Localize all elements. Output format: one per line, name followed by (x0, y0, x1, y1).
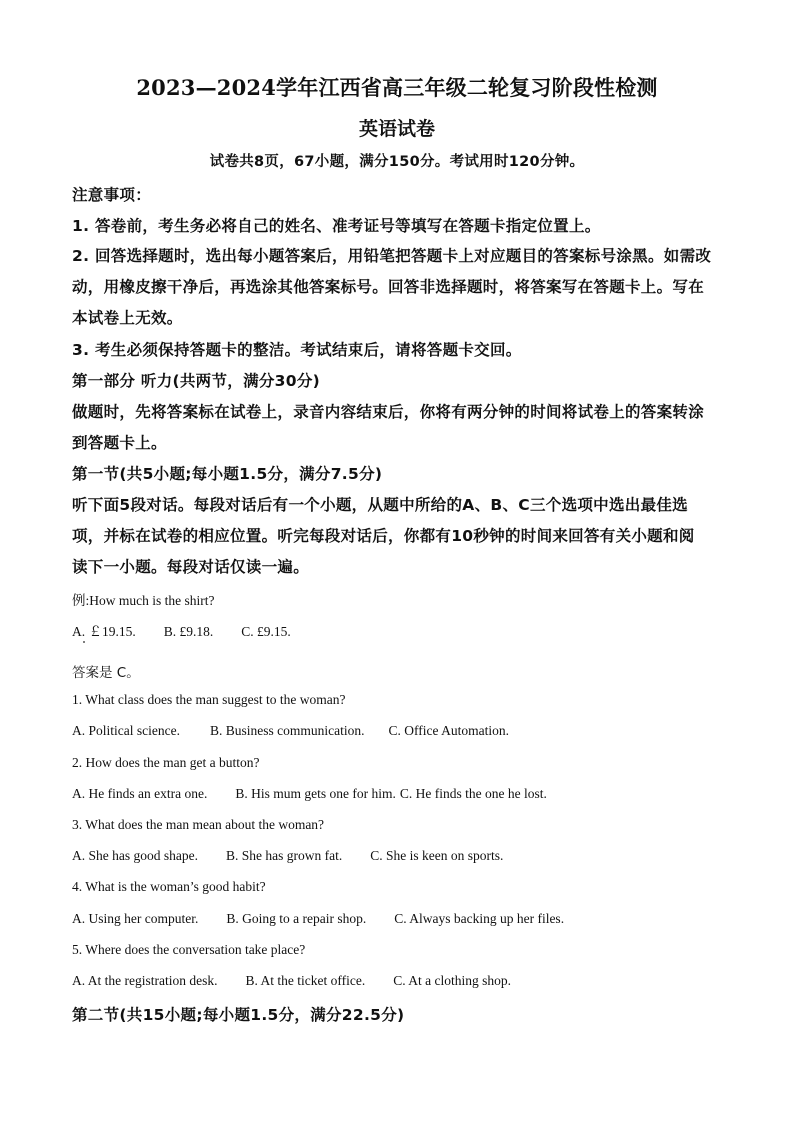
part1-intro-line-1: 做题时，先将答案标在试卷上，录音内容结束后，你将有两分钟的时间将试卷上的答案转涂 (72, 403, 705, 421)
part1-intro-line-2: 到答题卡上。 (72, 434, 167, 452)
option-a: A. At the registration desk. (72, 973, 218, 988)
example-option-c: C. £9.15. (241, 624, 291, 639)
option-c: C. He finds the one he lost. (399, 786, 547, 801)
notes-item-2-line-3: 本试卷上无效。 (72, 309, 183, 327)
part1-heading: 第一部分 听力(共两节，满分30分) (72, 372, 321, 390)
section1-instructions-line-2: 项，并标在试卷的相应位置。听完每段对话后，你都有10秒钟的时间来回答有关小题和阅 (72, 527, 695, 545)
notes-heading: 注意事项： (72, 186, 152, 204)
option-c: C. Office Automation. (388, 723, 509, 738)
question-2: 2. How does the man get a button? (72, 755, 260, 770)
question-2-options (72, 786, 722, 802)
notes-item-3: 3. 考生必须保持答题卡的整洁。考试结束后，请将答题卡交回。 (72, 341, 522, 359)
question-5: 5. Where does the conversation take place? (72, 942, 306, 957)
option-b: B. His mum gets one for him. (235, 786, 396, 801)
exam-subtitle: 英语试卷 (358, 118, 435, 140)
question-5-options (72, 973, 722, 989)
option-b: B. Going to a repair shop. (226, 911, 367, 926)
question-1: 1. What class does the man suggest to the woman? (72, 692, 346, 707)
section1-instructions-line-1: 听下面5段对话。每段对话后有一个小题，从题中所给的A、B、C三个选项中选出最佳选 (72, 496, 688, 514)
option-a: A. Political science. (72, 723, 180, 738)
question-4: 4. What is the woman’s good habit? (72, 879, 266, 894)
example-options (72, 620, 722, 640)
option-c: C. At a clothing shop. (393, 973, 511, 988)
exam-meta: 试卷共8页，67小题，满分150分。考试用时120分钟。 (209, 154, 585, 170)
question-3: 3. What does the man mean about the woman? (72, 817, 325, 832)
option-a: A. He finds an extra one. (72, 786, 208, 801)
section1-instructions-line-3: 读下一小题。每段对话仅读一遍。 (72, 558, 310, 576)
notes-item-2-line-2: 动，用橡皮擦干净后，再选涂其他答案标号。回答非选择题时，将答案写在答题卡上。写在 (72, 278, 705, 296)
option-b: B. Business communication. (209, 723, 365, 738)
option-b: B. At the ticket office. (245, 973, 366, 988)
option-b: B. She has grown fat. (225, 848, 343, 863)
question-4-options (72, 911, 722, 927)
question-3-options (72, 848, 722, 864)
example-answer: 答案是 C。 (72, 665, 140, 681)
option-a: A. She has good shape. (72, 848, 198, 863)
option-c: C. Always backing up her files. (394, 911, 565, 926)
example-option-b: B. £9.18. (163, 624, 214, 639)
exam-title: 2023—2024学年江西省高三年级二轮复习阶段性检测 (136, 75, 658, 100)
notes-item-2-line-1: 2. 回答选择题时，选出每小题答案后，用铅笔把答题卡上对应题目的答案标号涂黑。如需改 (72, 247, 712, 265)
example-question: 例:How much is the shirt? (72, 593, 215, 608)
question-1-options (72, 723, 722, 739)
example-option-a: A. ￡19.15. (72, 624, 136, 639)
section1-heading: 第一节(共5小题;每小题1.5分，满分7.5分) (72, 465, 383, 483)
notes-item-1: 1. 答卷前，考生务必将自己的姓名、准考证号等填写在答题卡指定位置上。 (72, 217, 601, 235)
option-a: A. Using her computer. (72, 911, 199, 926)
option-c: C. She is keen on sports. (370, 848, 504, 863)
section2-heading: 第二节(共15小题;每小题1.5分，满分22.5分) (72, 1006, 405, 1024)
stray-dot (83, 641, 85, 643)
